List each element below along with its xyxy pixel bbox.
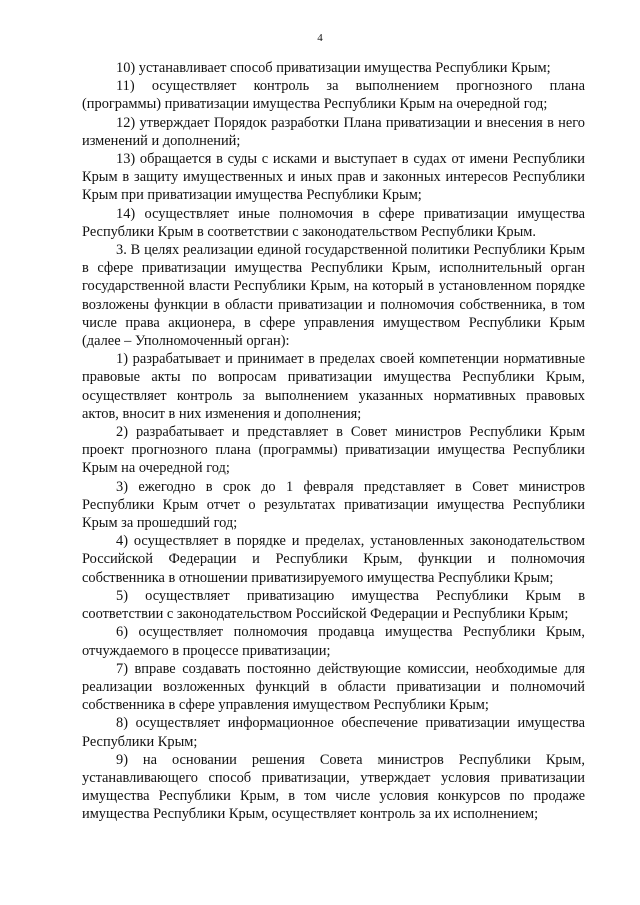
paragraph-subitem-9: 9) на основании решения Совета министров Республики Крым, устанавливающего способ приватизации, утверждает условия приватизации имущества Республики Крым, в том числе условия конкурсов по продаже имущества Республики Крым, осуществляет контроль за их исполнением; <box>82 751 585 823</box>
paragraph-subitem-7: 7) вправе создавать постоянно действующие комиссии, необходимые для реализации возложенных функций в области приватизации и полномочий собственника в сфере управления имуществом Республики Крым; <box>82 660 585 714</box>
paragraph-section-3: 3. В целях реализации единой государственной политики Республики Крым в сфере приватизации имущества Республики Крым, исполнительный орган государственной власти Республики Крым, на который в установленном порядке возложены функции в области приватизации и полномочия собственника, в том числе права акционера, в сфере управления имуществом Республики Крым (далее – Уполномоченный орган): <box>82 242 585 350</box>
paragraph-subitem-4: 4) осуществляет в порядке и пределах, установленных законодательством Российской Федерации и Республики Крым, функции и полномочия собственника в отношении приватизируемого имущества Республики Крым; <box>82 533 585 586</box>
paragraph-item-10: 10) устанавливает способ приватизации имущества Республики Крым; <box>116 60 551 76</box>
paragraph-item-14: 14) осуществляет иные полномочия в сфере приватизации имущества Республики Крым в соответствии с законодательством Республики Крым. <box>82 205 585 240</box>
paragraph-subitem-2: 2) разрабатывает и представляет в Совет министров Республики Крым проект прогнозного плана (программы) приватизации имущества Республики Крым на очередной год; <box>82 424 585 477</box>
paragraph-subitem-3: 3) ежегодно в срок до 1 февраля представляет в Совет министров Республики Крым отчет о результатах приватизации имущества Республики Крым за прошедший год; <box>82 478 585 532</box>
paragraph-item-12: 12) утверждает Порядок разработки Плана приватизации и внесения в него изменений и дополнений; <box>82 114 585 149</box>
page-number: 4 <box>317 32 323 44</box>
paragraph-subitem-8: 8) осуществляет информационное обеспечение приватизации имущества Республики Крым; <box>82 715 585 750</box>
paragraph-subitem-6: 6) осуществляет полномочия продавца имущества Республики Крым, отчуждаемого в процессе приватизации; <box>82 624 585 659</box>
paragraph-subitem-1: 1) разрабатывает и принимает в пределах своей компетенции нормативные правовые акты по вопросам приватизации имущества Республики Крым, осуществляет контроль за выполнением указанных нормативных правовых актов, вносит в них изменения и дополнения; <box>82 351 585 422</box>
paragraph-subitem-5: 5) осуществляет приватизацию имущества Республики Крым в соответствии с законодательством Российской Федерации и Республики Крым; <box>82 587 585 623</box>
paragraph-item-11: 11) осуществляет контроль за выполнением прогнозного плана (программы) приватизации имущества Республики Крым на очередной год; <box>82 78 585 113</box>
paragraph-item-13: 13) обращается в суды с исками и выступает в судах от имени Республики Крым в защиту имущественных и иных прав и законных интересов Республики Крым при приватизации имущества Республики Крым; <box>82 151 585 204</box>
document-body <box>82 59 585 824</box>
